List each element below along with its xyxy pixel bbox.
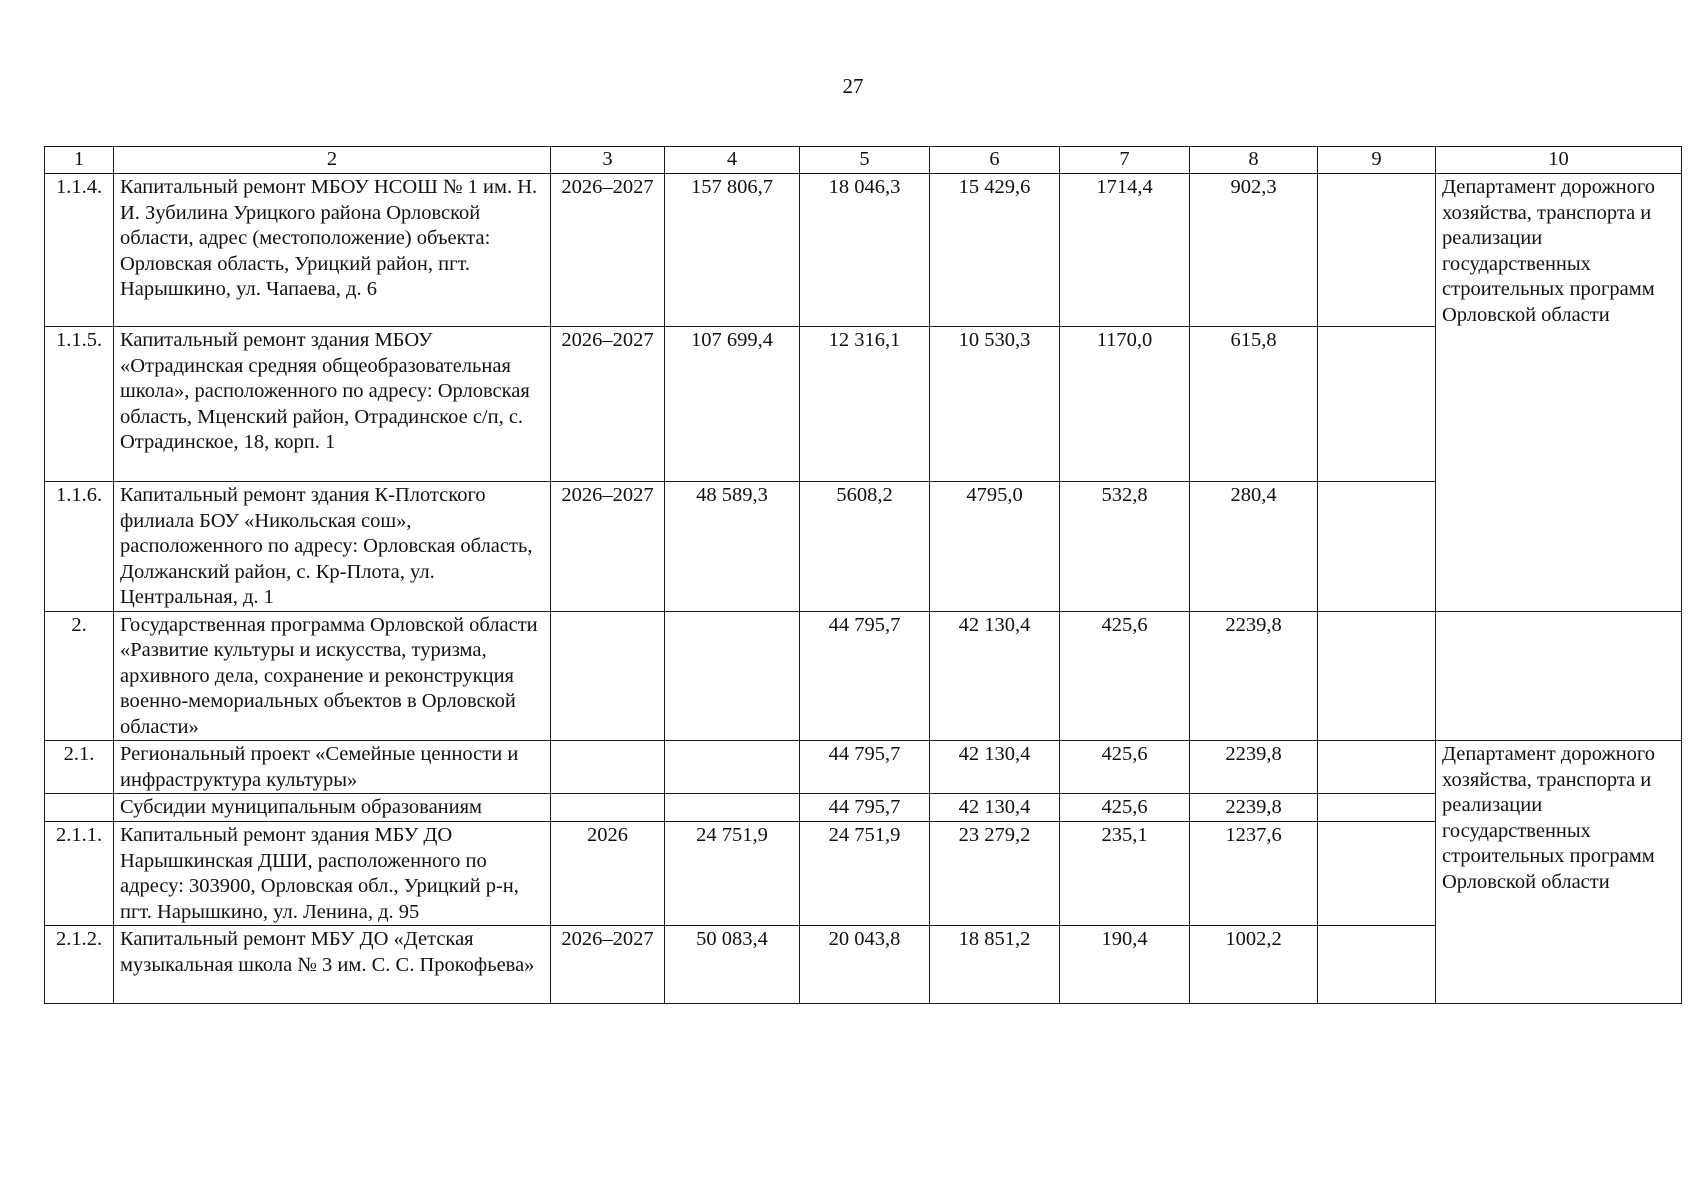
row-value-col6: 4795,0 [930, 482, 1060, 612]
row-value-col6: 42 130,4 [930, 741, 1060, 794]
table-row [45, 174, 1682, 327]
row-value-col4: 157 806,7 [665, 174, 800, 327]
row-value-col7: 235,1 [1060, 822, 1190, 926]
header-cell: 9 [1318, 147, 1436, 174]
row-value-col4 [665, 741, 800, 794]
row-value-col7: 1714,4 [1060, 174, 1190, 327]
row-value-col4: 107 699,4 [665, 327, 800, 482]
responsible-org-empty [1436, 611, 1682, 741]
program-table [44, 146, 1682, 1004]
row-value-col6: 42 130,4 [930, 794, 1060, 822]
row-description: Капитальный ремонт здания МБУ ДО Нарышкинская ДШИ, расположенного по адресу: 303900, Орловская обл., Урицкий р-н, пгт. Нарышкино, ул. Ленина, д. 95 [114, 822, 551, 926]
row-description: Региональный проект «Семейные ценности и инфраструктура культуры» [114, 741, 551, 794]
row-value-col5: 44 795,7 [800, 794, 930, 822]
header-row [45, 147, 1682, 174]
row-description: Государственная программа Орловской области «Развитие культуры и искусства, туризма, архивного дела, сохранение и реконструкция военно-мемориальных объектов в Орловской области» [114, 611, 551, 741]
row-number [45, 794, 114, 822]
row-value-col5: 24 751,9 [800, 822, 930, 926]
row-value-col6: 23 279,2 [930, 822, 1060, 926]
row-value-col8: 1002,2 [1190, 926, 1318, 1004]
row-number: 1.1.6. [45, 482, 114, 612]
row-number: 2. [45, 611, 114, 741]
header-cell: 10 [1436, 147, 1682, 174]
row-value-col6: 18 851,2 [930, 926, 1060, 1004]
row-years: 2026–2027 [551, 327, 665, 482]
row-description: Капитальный ремонт здания МБОУ «Отрадинская средняя общеобразовательная школа», расположенного по адресу: Орловская область, Мценский район, Отрадинское с/п, с. Отрадинское, 18, корп. 1 [114, 327, 551, 482]
row-value-col9 [1318, 482, 1436, 612]
header-cell: 4 [665, 147, 800, 174]
row-value-col7: 532,8 [1060, 482, 1190, 612]
page-number: 27 [842, 74, 864, 98]
header-cell: 5 [800, 147, 930, 174]
responsible-org-cell: Департамент дорожного хозяйства, транспорта и реализации государственных строительных программ Орловской области [1436, 741, 1682, 1004]
row-value-col8: 2239,8 [1190, 741, 1318, 794]
row-years [551, 794, 665, 822]
header-cell: 6 [930, 147, 1060, 174]
header-cell: 1 [45, 147, 114, 174]
table-row [45, 611, 1682, 741]
row-value-col7: 425,6 [1060, 794, 1190, 822]
row-value-col8: 280,4 [1190, 482, 1318, 612]
row-value-col4: 48 589,3 [665, 482, 800, 612]
row-years: 2026 [551, 822, 665, 926]
row-value-col5: 12 316,1 [800, 327, 930, 482]
row-number: 2.1. [45, 741, 114, 794]
row-value-col8: 902,3 [1190, 174, 1318, 327]
row-years: 2026–2027 [551, 926, 665, 1004]
row-number: 1.1.5. [45, 327, 114, 482]
row-value-col5: 5608,2 [800, 482, 930, 612]
header-cell: 3 [551, 147, 665, 174]
row-value-col9 [1318, 926, 1436, 1004]
row-value-col8: 615,8 [1190, 327, 1318, 482]
row-number: 1.1.4. [45, 174, 114, 327]
row-value-col8: 2239,8 [1190, 794, 1318, 822]
row-value-col9 [1318, 611, 1436, 741]
row-value-col5: 18 046,3 [800, 174, 930, 327]
header-cell: 2 [114, 147, 551, 174]
row-number: 2.1.2. [45, 926, 114, 1004]
row-value-col9 [1318, 822, 1436, 926]
row-value-col9 [1318, 327, 1436, 482]
row-description: Капитальный ремонт МБУ ДО «Детская музыкальная школа № 3 им. С. С. Прокофьева» [114, 926, 551, 1004]
responsible-org-cell: Департамент дорожного хозяйства, транспорта и реализации государственных строительных программ Орловской области [1436, 174, 1682, 612]
row-years [551, 611, 665, 741]
row-value-col7: 1170,0 [1060, 327, 1190, 482]
row-value-col8: 2239,8 [1190, 611, 1318, 741]
row-value-col7: 425,6 [1060, 741, 1190, 794]
row-value-col4 [665, 794, 800, 822]
row-value-col7: 425,6 [1060, 611, 1190, 741]
row-description: Капитальный ремонт здания К-Плотского филиала БОУ «Никольская сош», расположенного по адресу: Орловская область, Должанский район, с. Кр-Плота, ул. Центральная, д. 1 [114, 482, 551, 612]
table-row [45, 741, 1682, 794]
header-cell: 8 [1190, 147, 1318, 174]
row-description: Субсидии муниципальным образованиям [114, 794, 551, 822]
row-value-col8: 1237,6 [1190, 822, 1318, 926]
row-value-col4: 50 083,4 [665, 926, 800, 1004]
row-value-col5: 20 043,8 [800, 926, 930, 1004]
row-value-col4: 24 751,9 [665, 822, 800, 926]
row-value-col9 [1318, 174, 1436, 327]
row-value-col6: 42 130,4 [930, 611, 1060, 741]
row-number: 2.1.1. [45, 822, 114, 926]
row-years [551, 741, 665, 794]
row-value-col5: 44 795,7 [800, 741, 930, 794]
row-years: 2026–2027 [551, 174, 665, 327]
row-value-col7: 190,4 [1060, 926, 1190, 1004]
header-cell: 7 [1060, 147, 1190, 174]
row-value-col9 [1318, 741, 1436, 794]
row-value-col5: 44 795,7 [800, 611, 930, 741]
row-value-col6: 10 530,3 [930, 327, 1060, 482]
row-description: Капитальный ремонт МБОУ НСОШ № 1 им. Н. И. Зубилина Урицкого района Орловской области, адрес (местоположение) объекта: Орловская область, Урицкий район, пгт. Нарышкино, ул. Чапаева, д. 6 [114, 174, 551, 327]
row-value-col4 [665, 611, 800, 741]
row-value-col9 [1318, 794, 1436, 822]
row-value-col6: 15 429,6 [930, 174, 1060, 327]
row-years: 2026–2027 [551, 482, 665, 612]
